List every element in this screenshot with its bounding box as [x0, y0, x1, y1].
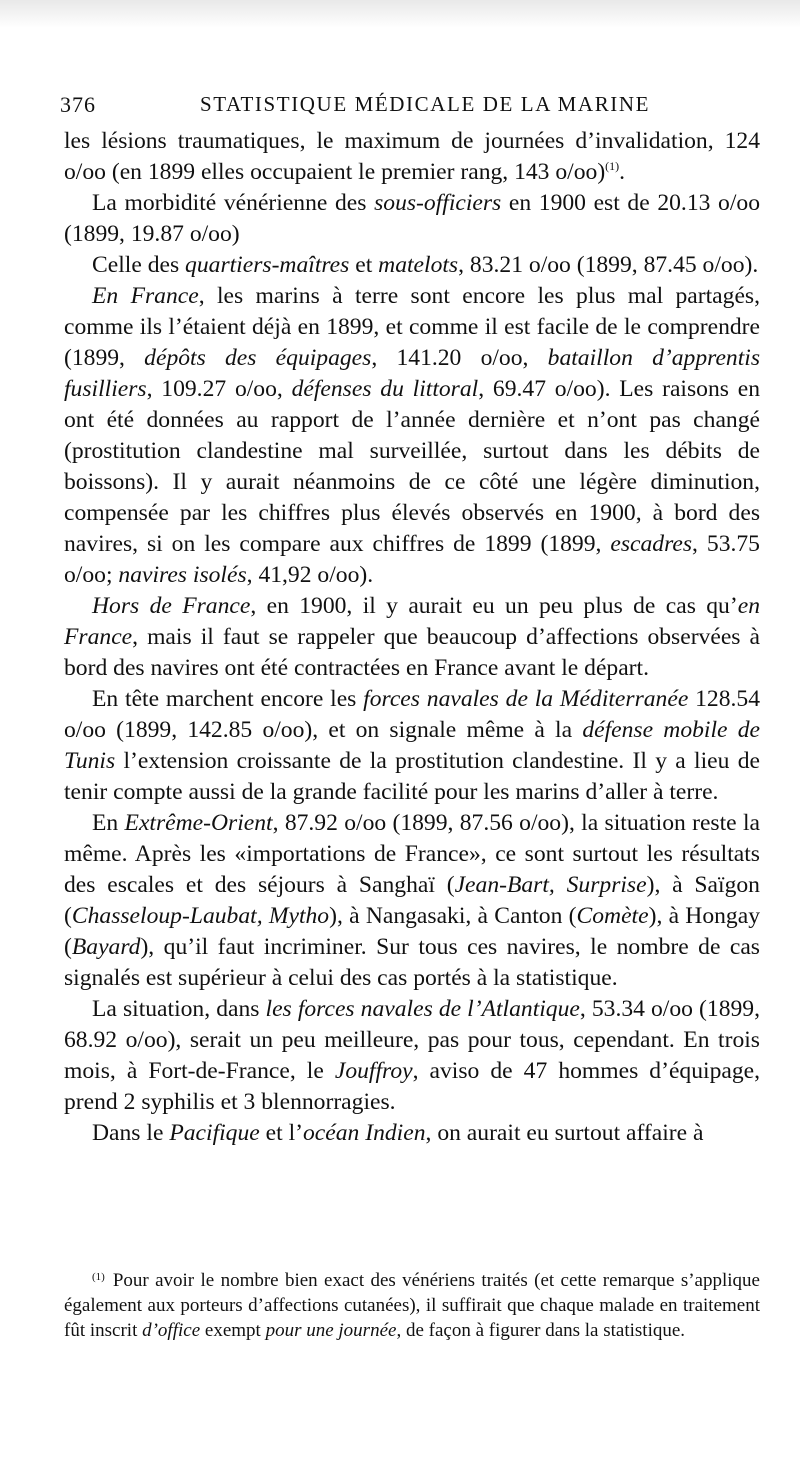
text-run: , 83.21 o/oo (1899, 87.45 o/oo).: [458, 252, 759, 278]
paragraph-8: [64, 1118, 760, 1149]
paragraph-5: [64, 684, 760, 808]
text-run: les lésions traumatiques, le maximum de journées d’invalidation, 124 o/oo (en 1899 elles occupaient le premier rang, 143 o/oo): [64, 128, 760, 185]
text-run: En: [92, 810, 125, 836]
text-run: exempt: [200, 1320, 266, 1341]
italic-run: défense mobile de Tunis: [64, 717, 760, 774]
italic-run: sous-officiers: [374, 190, 502, 216]
text-run: , 53.34 o/oo (1899, 68.92 o/oo), serait un peu meilleure, pas pour tous, cependant. En trois mois, à Fort-de-France, le: [64, 996, 760, 1084]
text-run: , 69.47 o/oo). Les raisons en ont été données au rapport de l’année dernière et n’ont pas changé (prostitution clandestine mal surveillée, surtout dans les débits de boissons). Il y aurait néanmoins de ce côté une légère diminution, compensée par les chiffres plus élevés observés en 1900, à bord des navires, si on les compare aux chiffres de 1899 (1899,: [64, 376, 760, 557]
page-number: 376: [60, 92, 96, 117]
italic-run: En France: [92, 283, 199, 309]
footnote-mark: (1): [92, 1271, 105, 1283]
italic-run: d’office: [142, 1320, 201, 1341]
text-run: et l’: [259, 1120, 303, 1146]
italic-run: pour une journée: [265, 1320, 397, 1341]
italic-run: Comète: [576, 903, 649, 929]
text-run: .: [619, 159, 626, 185]
text-run: , on aurait eu surtout affaire à: [425, 1120, 704, 1146]
text-run: , 53.75 o/oo;: [64, 531, 760, 588]
italic-run: quartiers-maîtres: [185, 252, 350, 278]
text-run: La situation, dans: [92, 996, 266, 1022]
text-run: , 109.27 o/oo,: [146, 376, 292, 402]
text-run: ), à Hongay (: [64, 903, 760, 960]
footnote-ref: (1): [605, 159, 620, 173]
paragraph-3: [64, 281, 760, 591]
italic-run: bataillon d’apprentis fusilliers: [64, 345, 760, 402]
italic-run: océan Indien: [303, 1120, 426, 1146]
italic-run: Pacifique: [169, 1120, 260, 1146]
italic-run: forces navales de la Méditerranée: [363, 686, 689, 712]
text-run: Celle des: [92, 252, 186, 278]
running-head: STATISTIQUE MÉDICALE DE LA MARINE: [200, 92, 651, 116]
text-run: , mais il faut se rappeler que beaucoup d’affections observées à bord des navires ont été contractées en France avant le départ.: [64, 624, 760, 681]
text-run: et: [349, 252, 379, 278]
body-text: [64, 126, 760, 1149]
paragraph-1: [64, 188, 760, 250]
text-run: en 1900 est de 20.13 o/oo (1899, 19.87 o/oo): [64, 190, 760, 247]
footnote-text: [64, 1265, 760, 1343]
text-run: 128.54 o/oo (1899, 142.85 o/oo), et on signale même à la: [64, 686, 761, 743]
text-run: Dans le: [92, 1120, 170, 1146]
italic-run: Jean-Bart, Surprise: [454, 872, 647, 898]
text-run: En tête marchent encore les: [92, 686, 364, 712]
text-run: , de façon à figurer dans la statistique.: [396, 1320, 686, 1341]
italic-run: Chasseloup-Laubat, Mytho: [71, 903, 330, 929]
italic-run: en France: [64, 593, 760, 650]
paragraph-0: [64, 126, 760, 188]
paragraph-6: [64, 808, 760, 994]
italic-run: Jouffroy: [334, 1058, 413, 1084]
scan-edge-shadow: [0, 0, 800, 28]
paragraph-7: [64, 994, 760, 1118]
paragraph-4: [64, 591, 760, 684]
italic-run: dépôts des équipages: [144, 345, 372, 371]
text-run: La morbidité vénérienne des: [92, 190, 375, 216]
italic-run: navires isolés: [118, 562, 247, 588]
text-run: , aviso de 47 hommes d’équipage, prend 2 syphilis et 3 blennorragies.: [64, 1058, 761, 1115]
page-header: [60, 92, 740, 122]
text-run: l’extension croissante de la prostitution clandestine. Il y a lieu de tenir compte aussi de la grande facilité pour les marins d’aller à terre.: [64, 748, 760, 805]
italic-run: défenses du littoral: [291, 376, 479, 402]
text-run: , les marins à terre sont encore les plus mal partagés, comme ils l’étaient déjà en 1899, et comme il est facile de le comprendre (1899,: [64, 283, 761, 371]
text-run: ), à Saïgon (: [64, 872, 760, 929]
text-run: , 41,92 o/oo).: [246, 562, 374, 588]
footnote: [64, 1265, 760, 1343]
text-run: , 87.92 o/oo (1899, 87.56 o/oo), la situation reste la même. Après les «importations de France», ce sont surtout les résultats des escales et des séjours à Sanghaï (: [64, 810, 760, 898]
italic-run: escadres: [610, 531, 693, 557]
italic-run: Extrême-Orient: [124, 810, 273, 836]
text-run: ), à Nangasaki, à Canton (: [329, 903, 577, 929]
text-run: , en 1900, il y aurait eu un peu plus de cas qu’: [250, 593, 738, 619]
text-run: Pour avoir le nombre bien exact des vénériens traités (et cette remarque s’applique également aux porteurs d’affections cutanées), il suffirait que chaque malade en traitement fût inscrit: [64, 1270, 760, 1341]
italic-run: les forces navales de l’Atlantique: [265, 996, 580, 1022]
paragraph-2: [64, 250, 760, 281]
italic-run: Hors de France: [92, 593, 251, 619]
text-run: ), qu’il faut incriminer. Sur tous ces navires, le nombre de cas signalés est supérieur à celui des cas portés à la statistique.: [64, 934, 760, 991]
italic-run: Bayard: [71, 934, 141, 960]
text-run: , 141.20 o/oo,: [371, 345, 548, 371]
italic-run: matelots: [378, 252, 459, 278]
